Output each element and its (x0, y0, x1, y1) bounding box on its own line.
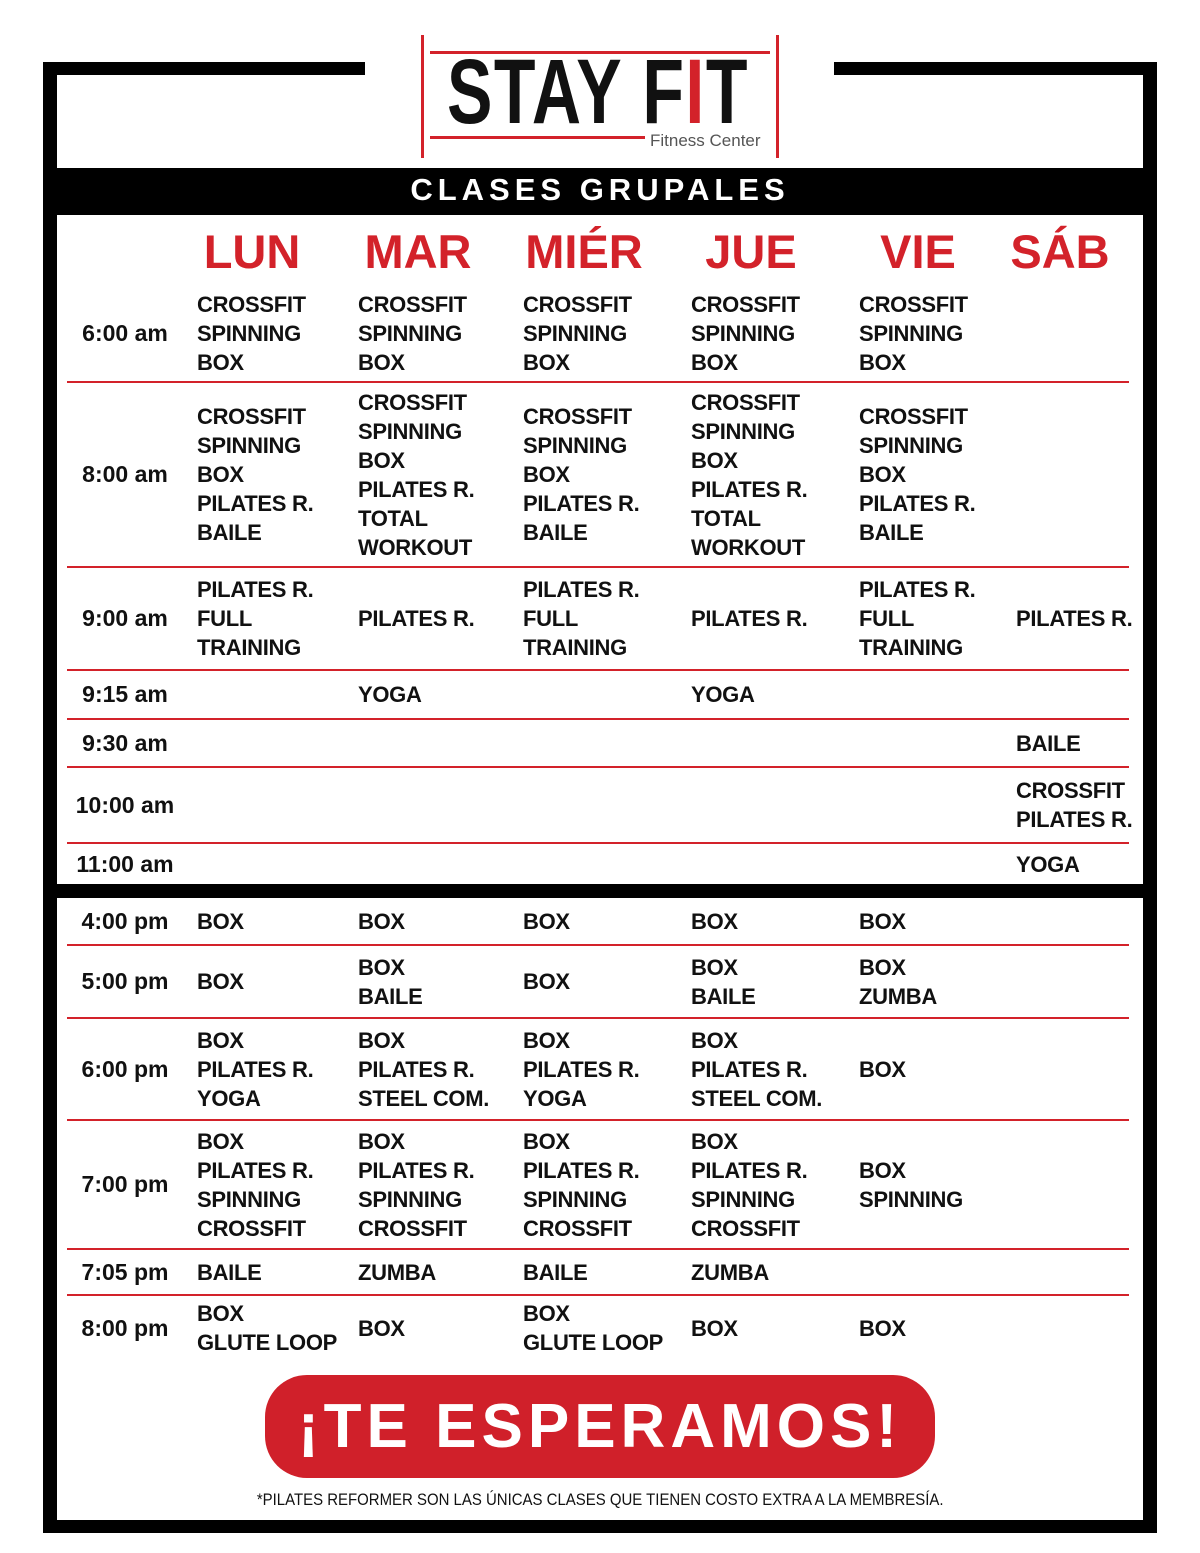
class-name: SPINNING (358, 320, 462, 346)
class-cell (197, 967, 358, 996)
time-label: 7:05 pm (81, 1258, 169, 1285)
class-name: TRAINING (197, 635, 301, 660)
class-name: BOX (691, 908, 738, 934)
class-cell (523, 1299, 691, 1357)
class-cell (358, 290, 523, 377)
morning-schedule (67, 285, 1143, 884)
class-name: BAILE (1016, 730, 1081, 756)
class-name: BOX (523, 1027, 570, 1053)
class-name: SPINNING (358, 1186, 462, 1212)
class-name: BAILE (197, 1259, 262, 1285)
footnote-text: *PILATES REFORMER SON LAS ÚNICAS CLASES QUE TIENEN COSTO EXTRA A LA MEMBRESÍA. (256, 1490, 944, 1509)
class-name: CROSSFIT (691, 1215, 800, 1241)
schedule-row (67, 946, 1129, 1019)
am-pm-divider (43, 884, 1157, 898)
class-cell (859, 907, 1016, 936)
day-header: MIÉR (525, 225, 643, 278)
class-name: BOX (523, 1301, 570, 1326)
day-header: LUN (203, 225, 301, 278)
logo-brand-main: STAY F (447, 41, 686, 143)
class-name: SPINNING (691, 1186, 795, 1212)
day-header: JUE (705, 225, 797, 278)
class-name: PILATES R. (691, 1157, 808, 1183)
footnote (0, 1490, 1200, 1510)
frame-right (1143, 62, 1157, 1533)
time-label: 8:00 am (82, 461, 168, 487)
class-cell (358, 907, 523, 936)
class-name: PILATES R. (358, 1056, 475, 1082)
time-label: 5:00 pm (81, 968, 169, 994)
class-name: PILATES R. (1016, 807, 1133, 832)
class-name: YOGA (358, 682, 422, 707)
class-name: BAILE (691, 983, 756, 1009)
class-name: BOX (691, 1315, 738, 1341)
class-name: STEEL COM. (691, 1085, 823, 1111)
class-name: BOX (197, 908, 244, 934)
class-cell (1016, 729, 1129, 758)
class-name: BOX (197, 1128, 244, 1154)
logo-frame-left (421, 35, 424, 158)
class-name: BOX (197, 1027, 244, 1053)
class-cell (197, 1258, 358, 1287)
class-cell (1016, 850, 1129, 879)
class-cell (691, 1258, 859, 1287)
day-header: MAR (364, 225, 472, 278)
class-name: BOX (859, 462, 906, 487)
time-label: 8:00 pm (81, 1314, 169, 1341)
schedule-row (67, 768, 1133, 844)
frame-top-right (834, 62, 1157, 75)
class-cell (691, 1026, 859, 1113)
class-cell (691, 953, 859, 1011)
class-cell (197, 1026, 358, 1113)
class-cell (523, 1026, 691, 1113)
class-name: PILATES R. (523, 491, 640, 516)
class-name: BOX (859, 349, 906, 375)
class-cell (859, 1314, 1016, 1343)
class-name: CROSSFIT (197, 291, 306, 317)
class-name: ZUMBA (691, 1259, 769, 1285)
class-name: PILATES R. (197, 577, 314, 602)
time-label: 7:00 pm (81, 1171, 169, 1197)
schedule-row (67, 285, 1129, 383)
class-name: FULL (523, 606, 579, 631)
class-cell (691, 1314, 859, 1343)
class-name: BOX (859, 1056, 906, 1082)
class-cell (859, 575, 1016, 662)
class-name: SPINNING (197, 433, 301, 458)
schedule-row (67, 720, 1129, 768)
frame-bottom (43, 1520, 1157, 1533)
class-name: FULL (859, 606, 915, 631)
class-name: PILATES R. (358, 476, 475, 502)
class-name: SPINNING (523, 320, 627, 346)
logo-brand-end: T (705, 41, 749, 143)
class-name: BOX (358, 1315, 405, 1341)
class-name: SPINNING (859, 433, 963, 458)
class-cell (197, 402, 358, 547)
time-label: 11:00 am (76, 850, 174, 877)
class-name: CROSSFIT (859, 404, 968, 429)
class-cell (691, 388, 859, 562)
day-header: SÁB (1010, 225, 1110, 278)
class-name: CROSSFIT (859, 291, 968, 317)
class-cell (859, 1055, 1016, 1084)
class-name: TOTAL (358, 505, 428, 531)
class-name: BOX (691, 1128, 738, 1154)
class-cell (691, 604, 859, 633)
class-name: FULL (197, 606, 253, 631)
class-name: BAILE (197, 520, 262, 545)
class-name: YOGA (691, 682, 755, 707)
class-name: PILATES R. (523, 577, 640, 602)
class-name: SPINNING (197, 320, 301, 346)
class-name: WORKOUT (691, 534, 805, 560)
schedule-row (67, 1296, 1129, 1360)
class-name: BOX (859, 1315, 906, 1341)
class-cell (358, 604, 523, 633)
time-label: 9:30 am (82, 729, 168, 756)
class-name: CROSSFIT (523, 291, 632, 317)
class-name: PILATES R. (1016, 606, 1133, 631)
time-label: 4:00 pm (81, 907, 169, 934)
class-name: CROSSFIT (358, 291, 467, 317)
class-name: SPINNING (859, 320, 963, 346)
class-cell (197, 1127, 358, 1243)
class-cell (197, 907, 358, 936)
schedule-row (67, 568, 1133, 671)
class-name: BOX (691, 349, 738, 375)
schedule-row (67, 383, 1129, 568)
class-name: BOX (859, 1157, 906, 1183)
class-name: SPINNING (358, 418, 462, 444)
class-name: ZUMBA (859, 983, 937, 1009)
evening-schedule (67, 898, 1143, 1360)
class-cell (197, 1299, 358, 1357)
page-title: CLASES GRUPALES (57, 168, 1143, 215)
class-cell (691, 907, 859, 936)
day-header: VIE (880, 225, 956, 278)
class-name: BOX (197, 1301, 244, 1326)
class-name: SPINNING (523, 1186, 627, 1212)
logo-subtitle: Fitness Center (650, 131, 761, 150)
class-name: BOX (523, 908, 570, 934)
class-cell (859, 953, 1016, 1011)
class-name: PILATES R. (197, 1157, 314, 1183)
frame-left (43, 62, 57, 1533)
class-name: BOX (197, 969, 244, 994)
class-name: STEEL COM. (358, 1085, 490, 1111)
frame-top-left (43, 62, 365, 75)
class-cell (358, 1026, 523, 1113)
class-name: BAILE (358, 983, 423, 1009)
class-cell (358, 680, 523, 709)
class-name: SPINNING (859, 1186, 963, 1212)
class-cell (358, 1127, 523, 1243)
class-name: CROSSFIT (197, 404, 306, 429)
class-cell (523, 402, 691, 547)
schedule-row (67, 844, 1129, 884)
class-cell (1016, 776, 1133, 834)
class-name: PILATES R. (691, 606, 808, 631)
class-name: PILATES R. (358, 1157, 475, 1183)
class-name: CROSSFIT (197, 1215, 306, 1241)
time-label: 6:00 pm (81, 1055, 169, 1082)
class-name: BOX (691, 954, 738, 980)
class-name: PILATES R. (523, 1056, 640, 1082)
class-name: SPINNING (197, 1186, 301, 1212)
class-name: PILATES R. (197, 1056, 314, 1082)
class-name: SPINNING (691, 418, 795, 444)
time-label: 9:15 am (82, 681, 168, 707)
class-name: PILATES R. (859, 491, 976, 516)
class-name: SPINNING (523, 433, 627, 458)
class-name: CROSSFIT (523, 404, 632, 429)
class-name: BOX (358, 1027, 405, 1053)
class-name: PILATES R. (859, 577, 976, 602)
class-cell (523, 290, 691, 377)
class-name: PILATES R. (358, 606, 475, 631)
class-name: BOX (358, 954, 405, 980)
class-cell (859, 1156, 1016, 1214)
cta-banner: ¡TE ESPERAMOS! (265, 1375, 935, 1478)
class-name: CROSSFIT (691, 291, 800, 317)
class-name: BOX (859, 908, 906, 934)
schedule-row (67, 1121, 1129, 1250)
class-name: BOX (691, 1027, 738, 1053)
class-cell (859, 402, 1016, 547)
class-name: YOGA (523, 1085, 587, 1111)
class-cell (691, 1127, 859, 1243)
schedule-row (67, 1019, 1129, 1121)
class-name: BOX (197, 349, 244, 375)
class-cell (358, 1258, 523, 1287)
class-cell (523, 907, 691, 936)
class-name: PILATES R. (523, 1157, 640, 1183)
class-name: YOGA (197, 1085, 261, 1111)
logo-frame-right (776, 35, 779, 158)
class-name: BOX (358, 908, 405, 934)
schedule-row (67, 671, 1129, 720)
class-cell (197, 575, 358, 662)
day-headers (0, 222, 1200, 282)
class-name: TRAINING (859, 635, 963, 660)
class-name: BAILE (523, 520, 588, 545)
class-cell (691, 290, 859, 377)
class-name: BOX (523, 1128, 570, 1154)
class-name: GLUTE LOOP (197, 1330, 338, 1355)
class-name: BOX (523, 969, 570, 994)
class-name: TOTAL (691, 505, 761, 531)
schedule-row (67, 898, 1129, 946)
class-name: CROSSFIT (691, 389, 800, 415)
class-cell (523, 1258, 691, 1287)
class-name: CROSSFIT (358, 389, 467, 415)
class-cell (523, 575, 691, 662)
class-name: CROSSFIT (523, 1215, 632, 1241)
class-name: BAILE (523, 1259, 588, 1285)
schedule-row (67, 1250, 1129, 1296)
class-cell (197, 290, 358, 377)
class-name: PILATES R. (691, 476, 808, 502)
class-cell (523, 1127, 691, 1243)
class-cell (859, 290, 1016, 377)
class-cell (358, 953, 523, 1011)
class-name: BOX (358, 1128, 405, 1154)
class-name: ZUMBA (358, 1259, 436, 1285)
class-cell (523, 967, 691, 996)
class-name: BOX (859, 954, 906, 980)
class-cell (1016, 604, 1133, 633)
class-cell (358, 1314, 523, 1343)
time-label: 9:00 am (82, 605, 168, 631)
class-cell (691, 680, 859, 709)
class-name: YOGA (1016, 851, 1080, 877)
class-name: BOX (523, 349, 570, 375)
class-name: PILATES R. (691, 1056, 808, 1082)
class-name: BOX (523, 462, 570, 487)
class-name: BOX (691, 447, 738, 473)
class-name: CROSSFIT (1016, 778, 1125, 803)
class-name: GLUTE LOOP (523, 1330, 664, 1355)
class-name: BOX (358, 447, 405, 473)
time-label: 10:00 am (75, 791, 175, 818)
time-label: 6:00 am (82, 319, 168, 346)
class-name: BOX (358, 349, 405, 375)
class-name: TRAINING (523, 635, 627, 660)
class-name: WORKOUT (358, 534, 472, 560)
logo-brand-i: I (685, 41, 706, 143)
class-cell (358, 388, 523, 562)
class-name: BAILE (859, 520, 924, 545)
class-name: CROSSFIT (358, 1215, 467, 1241)
class-name: BOX (197, 462, 244, 487)
class-name: SPINNING (691, 320, 795, 346)
class-name: PILATES R. (197, 491, 314, 516)
